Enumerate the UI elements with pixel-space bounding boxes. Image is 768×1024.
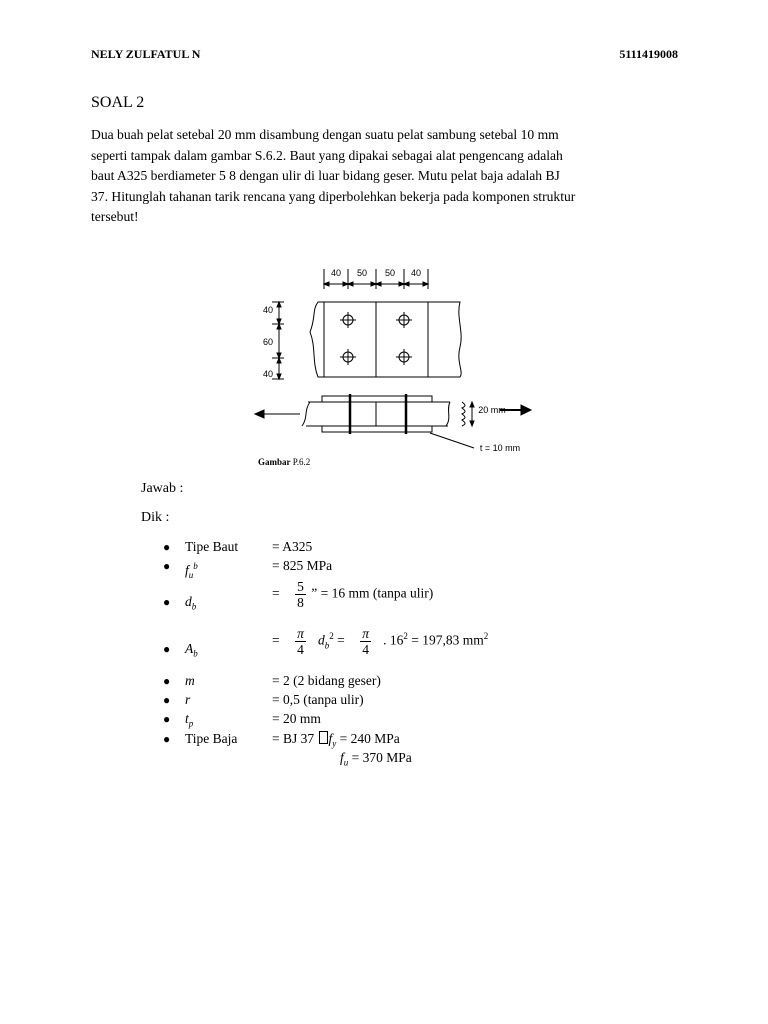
problem-line: tersebut! — [91, 209, 139, 225]
problem-line: Dua buah pelat setebal 20 mm disambung dengan suatu pelat sambung setebal 10 mm — [91, 127, 559, 142]
dim-label: 60 — [262, 337, 274, 347]
missing-glyph-icon — [319, 731, 328, 744]
problem-text — [91, 125, 691, 228]
bullet-icon: ● — [163, 732, 171, 746]
bullet-icon: ● — [163, 595, 171, 609]
given-value: = $\frac{\pi}{4}$ $d_b^2$ = $\frac{\pi}{4}$ . $16^2 = 197,83$ $mm^2$ — [272, 626, 489, 657]
bullet-icon: ● — [163, 693, 171, 707]
given-value: = A325 — [272, 539, 313, 554]
given-label: $d_b$ — [185, 594, 197, 612]
caption-number: P.6.2 — [292, 457, 311, 467]
student-id: 5111419008 — [619, 47, 678, 61]
given-value: $f_u = 370$ MPa — [340, 750, 412, 768]
given-label: r — [185, 692, 191, 707]
dim-label: 40 — [262, 369, 274, 379]
given-value: = BJ 37 $f_y = 240$ MPa — [272, 731, 400, 749]
answer-heading: Jawab : — [141, 481, 184, 496]
given-value: = 2 (2 bidang geser) — [272, 673, 381, 688]
thickness-label: 20 mm — [478, 405, 506, 415]
plate-thickness-label: t = 10 mm — [479, 443, 521, 453]
given-heading: Dik : — [141, 510, 170, 525]
dim-label: 40 — [410, 268, 422, 278]
fraction: $\frac{\pi}{4}$ — [362, 626, 370, 657]
dim-label: 50 — [356, 268, 368, 278]
bullet-icon: ● — [163, 674, 171, 688]
dim-label: 50 — [384, 268, 396, 278]
bullet-icon: ● — [163, 712, 171, 726]
given-label: $A_b$ — [185, 641, 198, 659]
given-value: = 20 mm — [272, 711, 321, 726]
bullet-icon: ● — [163, 540, 171, 554]
fraction: $\frac{5}{8}$ — [297, 579, 304, 610]
given-label: $t_p$ — [185, 711, 194, 729]
given-label: $f_u^b$ — [185, 561, 198, 581]
given-label: Tipe Baja — [185, 731, 238, 746]
caption-prefix: Gambar — [258, 457, 291, 467]
given-value: = 825 MPa — [272, 558, 333, 573]
dim-label: 40 — [262, 305, 274, 315]
given-value: = 0,5 (tanpa ulir) — [272, 692, 364, 707]
dim-label: 40 — [330, 268, 342, 278]
side-view — [255, 394, 531, 448]
bullet-icon: ● — [163, 642, 171, 656]
fraction: $\frac{\pi}{4}$ — [297, 626, 304, 657]
given-value: = $\frac{5}{8}$ ” = 16 mm (tanpa ulir) — [272, 579, 434, 610]
bullet-icon: ● — [163, 559, 171, 573]
problem-line: seperti tampak dalam gambar S.6.2. Baut yang dipakai sebagai alat pengencang adalah — [91, 147, 563, 163]
given-label: m — [185, 673, 195, 688]
connection-figure — [250, 262, 540, 462]
author-name: NELY ZULFATUL N — [91, 47, 201, 61]
plate-outline — [310, 302, 461, 377]
section-title: SOAL 2 — [91, 94, 145, 111]
given-label: Tipe Baut — [185, 539, 239, 554]
problem-line: baut A325 berdiameter 5 8 dengan ulir di luar bidang geser. Mutu pelat baja adalah BJ — [91, 168, 560, 184]
figure-caption — [258, 457, 310, 467]
problem-line: 37. Hitunglah tahanan tarik rencana yang diperbolehkan bekerja pada komponen struktur — [91, 188, 576, 204]
